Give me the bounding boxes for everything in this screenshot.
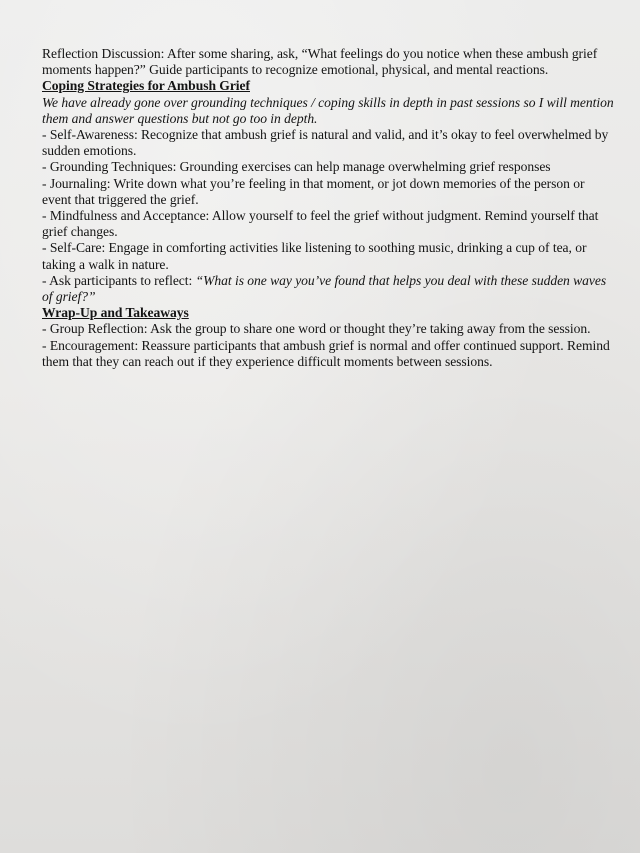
- coping-strategies-heading: Coping Strategies for Ambush Grief: [42, 78, 250, 94]
- reflect-question: “What is one way you’ve found that helps you deal with these sudden waves of grief?”: [42, 272, 607, 305]
- wrap-item-encouragement: - Encouragement: Reassure participants that ambush grief is normal and offer continued support. Remind them that they can reach out if they experience difficult moments between sessions.: [42, 337, 610, 369]
- reflection-discussion-paragraph: Reflection Discussion: After some sharing, ask, “What feelings do you notice when these ambush grief moments happen?” Guide participants to recognize emotional, physical, and mental reactions.: [42, 46, 598, 78]
- coping-reflect-item: [42, 273, 614, 305]
- coping-item-self-care: - Self-Care: Engage in comforting activities like listening to soothing music, drinking a cup of tea, or taking a walk in nature.: [42, 240, 587, 272]
- wrap-up-heading: Wrap-Up and Takeaways: [42, 305, 189, 321]
- document-body: [42, 46, 614, 370]
- coping-item-journaling: - Journaling: Write down what you’re feeling in that moment, or jot down memories of the person or event that triggered the grief.: [42, 175, 585, 207]
- coping-note: We have already gone over grounding techniques / coping skills in depth in past sessions so I will mention them and answer questions but not go too in depth.: [42, 94, 614, 126]
- wrap-item-group-reflection: - Group Reflection: Ask the group to share one word or thought they’re taking away from the session.: [42, 321, 591, 337]
- coping-item-mindfulness: - Mindfulness and Acceptance: Allow yourself to feel the grief without judgment. Remind yourself that grief changes.: [42, 208, 599, 240]
- coping-item-grounding: - Grounding Techniques: Grounding exercises can help manage overwhelming grief responses: [42, 159, 551, 175]
- reflect-prefix: - Ask participants to reflect:: [42, 272, 196, 288]
- coping-item-self-awareness: - Self-Awareness: Recognize that ambush grief is natural and valid, and it’s okay to feel overwhelmed by sudden emotions.: [42, 127, 609, 159]
